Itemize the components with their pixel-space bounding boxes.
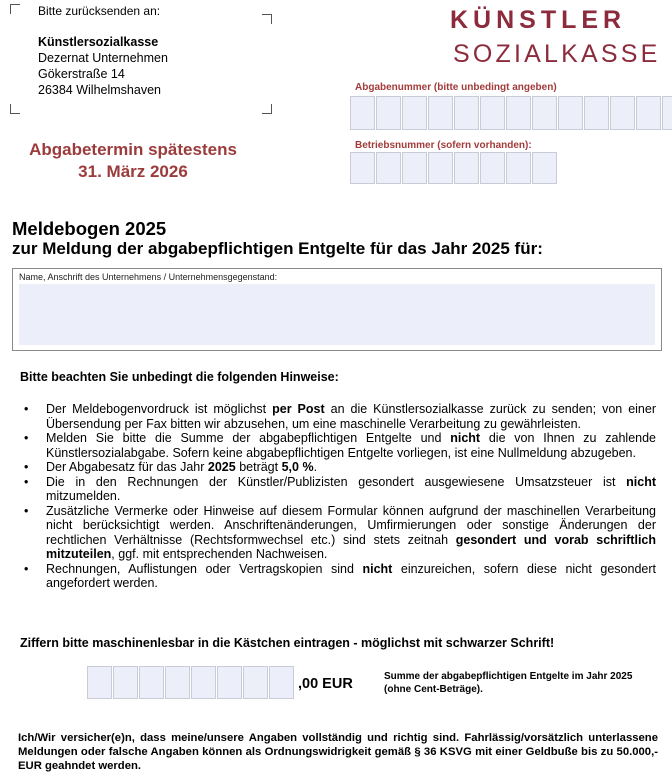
deadline-label: Abgabetermin spätestens	[29, 140, 237, 159]
notice-emphasis: nicht	[450, 431, 481, 445]
digit-cell[interactable]	[506, 96, 531, 130]
recipient-name: Künstlersozialkasse	[38, 35, 159, 49]
notice-item	[24, 562, 656, 591]
abgabenummer-field[interactable]	[350, 96, 672, 130]
logo-line-1: KÜNSTLER	[450, 6, 627, 34]
notice-item	[24, 402, 656, 431]
digit-cell[interactable]	[454, 152, 479, 184]
notice-emphasis: nicht	[626, 474, 656, 489]
company-field-box	[12, 268, 662, 351]
notice-item	[24, 475, 656, 504]
digits-instruction: Ziffern bitte maschinenlesbar in die Kästchen eintragen - möglichst mit schwarzer Schrift!	[20, 636, 555, 650]
corner-mark	[10, 104, 20, 114]
digit-cell[interactable]	[532, 152, 557, 184]
recipient-street: Gökerstraße 14	[38, 67, 125, 81]
digit-cell[interactable]	[558, 96, 583, 130]
digit-cell[interactable]	[402, 96, 427, 130]
form-subtitle: zur Meldung der abgabepflichtigen Entgelte für das Jahr 2025 für:	[12, 239, 543, 258]
notice-emphasis: nicht	[362, 561, 393, 576]
digit-cell[interactable]	[454, 96, 479, 130]
digit-cell[interactable]	[139, 666, 164, 699]
digit-cell[interactable]	[350, 152, 375, 184]
digit-cell[interactable]	[428, 96, 453, 130]
notice-item	[24, 504, 656, 562]
digit-cell[interactable]	[165, 666, 190, 699]
notice-text: Rechnungen, Auflistungen oder Vertragskopien sind	[46, 561, 363, 576]
digit-cell[interactable]	[662, 96, 672, 130]
notice-text: an die Künstlersozialkasse zurück zu senden; von einer Übersendung per Fax bitten wir abzusehen, um eine maschinelle Verarbeitung zu gewährleisten.	[46, 402, 656, 431]
return-address-label: Bitte zurücksenden an:	[38, 4, 161, 18]
digit-cell[interactable]	[269, 666, 294, 699]
notice-emphasis: per Post	[272, 402, 325, 416]
logo-line-2: SOZIALKASSE	[453, 40, 661, 68]
sum-amount-field[interactable]	[87, 666, 295, 699]
abgabenummer-label: Abgabenummer (bitte unbedingt angeben)	[355, 82, 557, 93]
sum-currency-suffix: ,00 EUR	[298, 676, 353, 692]
digit-cell[interactable]	[87, 666, 112, 699]
digit-cell[interactable]	[402, 152, 427, 184]
digit-cell[interactable]	[480, 96, 505, 130]
notice-item	[24, 431, 656, 460]
notice-text: Der Abgabesatz für das Jahr	[46, 460, 208, 474]
notice-text: Die in den Rechnungen der Künstler/Publizisten gesondert ausgewiesene Umsatzsteuer ist	[46, 474, 627, 489]
digit-cell[interactable]	[480, 152, 505, 184]
notice-text: einzureichen, sofern diese nicht gesondert angefordert werden.	[46, 561, 656, 590]
digit-cell[interactable]	[376, 96, 401, 130]
sum-sublabel: (ohne Cent-Beträge).	[384, 684, 483, 695]
digit-cell[interactable]	[113, 666, 138, 699]
notice-text: , ggf. mit entsprechenden Nachweisen.	[111, 547, 328, 561]
digit-cell[interactable]	[428, 152, 453, 184]
notice-item	[24, 460, 656, 475]
notice-text: die von Ihnen zu zahlende Künstlersozialabgabe. Sofern keine abgabepflichtigen Entgelte vorliegen, ist eine Nullmeldung abzugeben.	[46, 431, 657, 460]
recipient-city: 26384 Wilhelmshaven	[38, 83, 161, 97]
deadline-date: 31. März 2026	[78, 162, 188, 181]
notices-list	[24, 402, 656, 591]
notice-text: Melden Sie bitte die Summe der abgabepflichtigen Entgelte und	[46, 431, 451, 445]
form-title: Meldebogen 2025	[12, 218, 167, 239]
notice-text: .	[313, 460, 318, 474]
digit-cell[interactable]	[506, 152, 531, 184]
digit-cell[interactable]	[191, 666, 216, 699]
digit-cell[interactable]	[584, 96, 609, 130]
notice-emphasis: gesondert und vorab schriftlich mitzuteilen	[46, 532, 657, 561]
notice-text: Zusätzliche Vermerke oder Hinweise auf diesem Formular können aufgrund der maschinellen Verarbeitung nicht berücksichtigt werden. Anschriftenänderungen, Umfirmierungen oder sonstige Änderungen der rechtlichen Verhältnisse (Rechtsformwechsel etc.) sind stets zeitnah	[46, 503, 656, 547]
recipient-department: Dezernat Unternehmen	[38, 51, 168, 65]
digit-cell[interactable]	[217, 666, 242, 699]
digit-cell[interactable]	[636, 96, 661, 130]
digit-cell[interactable]	[532, 96, 557, 130]
digit-cell[interactable]	[610, 96, 635, 130]
digit-cell[interactable]	[350, 96, 375, 130]
declaration-text: Ich/Wir versicher(e)n, dass meine/unsere Angaben vollständig und richtig sind. Fahrlässig/vorsätzlich unterlassene Meldungen oder falsche Angaben können als Ordnungswidrigkeit gemäß § 36 KSVG mit einer Geldbuße bis zu 50.000,- EUR geahndet werden.	[18, 732, 658, 772]
corner-mark	[262, 14, 272, 24]
company-field-label: Name, Anschrift des Unternehmens / Unternehmensgegenstand:	[19, 272, 278, 282]
digit-cell[interactable]	[243, 666, 268, 699]
notice-text: mitzumelden.	[46, 489, 121, 503]
notice-text: beträgt	[235, 460, 282, 474]
betriebsnummer-field[interactable]	[350, 152, 558, 184]
notice-text: Der Meldebogenvordruck ist möglichst	[46, 402, 273, 416]
sum-label-text: Summe der abgabepflichtigen Entgelte im Jahr 2025	[384, 671, 633, 682]
notice-emphasis: 5,0 %	[281, 460, 314, 474]
corner-mark	[10, 4, 20, 14]
notice-emphasis: 2025	[207, 460, 236, 474]
company-input[interactable]	[19, 284, 655, 345]
notices-heading: Bitte beachten Sie unbedingt die folgenden Hinweise:	[20, 370, 339, 384]
corner-mark	[262, 104, 272, 114]
betriebsnummer-label: Betriebsnummer (sofern vorhanden):	[355, 140, 532, 151]
sum-label	[384, 670, 632, 696]
digit-cell[interactable]	[376, 152, 401, 184]
